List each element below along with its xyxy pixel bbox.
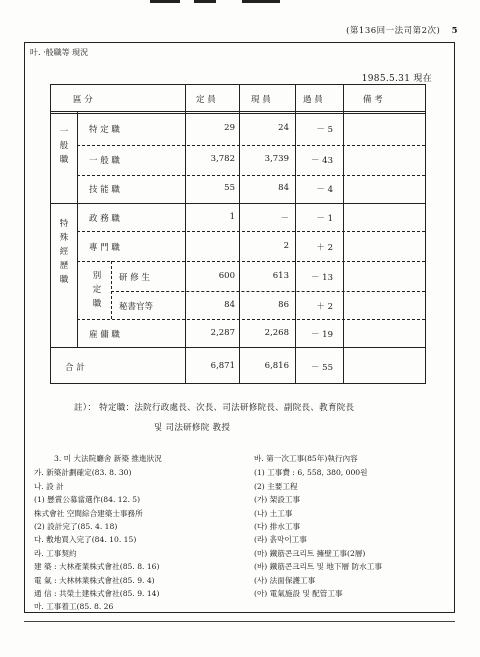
group-label-clerical	[91, 269, 103, 311]
current-specialist: 2	[283, 241, 289, 251]
current-total: 6,816	[264, 361, 289, 371]
left-line: 다. 敷地買入完了(84. 10. 15)	[34, 535, 137, 545]
diff-technical: － 4	[316, 185, 333, 195]
col-header-remarks: 備 考	[363, 95, 383, 105]
quota-ordinary: 3,782	[210, 154, 235, 164]
running-header	[346, 24, 458, 36]
total-rule	[51, 347, 425, 348]
table-note-line2: 및 司法研修院 教授	[154, 423, 231, 433]
current-technical: 84	[278, 183, 289, 193]
right-column	[254, 452, 450, 600]
quota-political: 1	[229, 212, 235, 222]
current-employee: 2,268	[264, 328, 289, 338]
right-line: (사) 法面保護工事	[254, 575, 316, 585]
section-title: 叶. ·般職等 現況	[30, 48, 89, 57]
current-political: －	[280, 214, 289, 224]
scan-edge-marks	[150, 0, 330, 6]
quota-special-fixed: 29	[224, 123, 235, 133]
row-rule	[77, 145, 425, 146]
row-label-ordinary: 一 般 職	[89, 156, 120, 166]
right-column-heading: 바. 第一次工事(85年)執行內容	[254, 454, 358, 463]
row-rule	[111, 291, 425, 292]
right-line: (라) 흙막이工事	[254, 535, 307, 545]
row-label-special-fixed: 特 定 職	[89, 125, 120, 135]
col-rule	[343, 85, 344, 383]
bottom-rule	[24, 621, 455, 622]
diff-trainee: － 13	[310, 273, 333, 283]
left-line: (1) 懸賞公募當選作(84. 12. 5)	[34, 495, 141, 505]
row-rule	[77, 319, 425, 320]
staff-table	[50, 84, 426, 384]
diff-secretary: ＋ 2	[316, 302, 333, 312]
left-line: 마. 工事着工(85. 8. 26	[34, 602, 114, 612]
quota-secretary: 84	[224, 300, 235, 310]
right-line: (바) 鐵筋콘크리트 및 地下層 防水工事	[254, 562, 382, 572]
current-special-fixed: 24	[278, 123, 289, 133]
table-note-line1: 註）： 特定職：法院行政處長、次長、司法研修院長、副院長、教育院長	[74, 403, 355, 413]
row-label-secretary: 秘書官等	[119, 302, 154, 312]
row-label-total: 合 計	[65, 363, 85, 373]
col-rule	[111, 261, 112, 319]
group-label-general	[58, 125, 70, 167]
left-column-heading: 3. 미 大法院廳舍 新築 推進狀況	[54, 454, 162, 463]
left-line: 가. 新築計劃確定(83. 8. 30)	[34, 468, 132, 478]
group-label-general-text: 一般職	[59, 127, 69, 165]
diff-total: － 55	[310, 363, 333, 373]
quota-employee: 2,287	[210, 328, 235, 338]
row-label-technical: 技 能 職	[89, 185, 120, 195]
row-rule	[77, 231, 425, 232]
quota-trainee: 600	[218, 271, 235, 281]
current-trainee: 613	[272, 271, 289, 281]
page-number: 5	[451, 26, 458, 36]
left-line: 通 信 : 共榮土建株式會社(85. 9. 14)	[34, 589, 160, 599]
row-label-trainee: 研 修 生	[119, 273, 150, 283]
row-rule	[77, 175, 425, 176]
col-rule	[77, 112, 78, 347]
left-line: 株式會社 空間綜合建築士事務所	[34, 508, 143, 518]
right-line: (마) 鐵筋콘크리트 擁壁工事(2層)	[254, 548, 366, 558]
left-line: 나. 設 計	[34, 481, 64, 491]
row-label-employee: 雇 傭 職	[89, 330, 120, 340]
running-head-text: (第136回一法司第2次)	[346, 26, 441, 36]
right-line: (다) 排水工事	[254, 522, 301, 532]
current-secretary: 86	[278, 300, 289, 310]
left-column	[34, 452, 242, 614]
diff-specialist: ＋ 2	[316, 243, 333, 253]
row-label-specialist: 專 門 職	[89, 243, 120, 253]
diff-special-fixed: － 5	[316, 125, 333, 135]
diff-political: － 1	[316, 214, 333, 224]
left-line: 電 氣 : 大林林業株式會社(85. 9. 4)	[34, 575, 155, 585]
left-line: 建 築 : 大林產業株式會社(85. 8. 16)	[34, 562, 160, 572]
row-label-political: 政 務 職	[89, 214, 120, 224]
date-note: 1985.5.31 現在	[361, 74, 432, 84]
row-rule	[77, 261, 425, 262]
current-ordinary: 3,739	[264, 154, 289, 164]
right-line: (1) 工事費 : 6, 558, 380, 000원	[254, 468, 368, 478]
col-header-diff: 過 員	[303, 95, 323, 105]
diff-ordinary: － 43	[310, 156, 333, 166]
right-line: (아) 電氣施設 및 配管工事	[254, 589, 343, 599]
col-header-category: 區 分	[73, 95, 93, 105]
group-rule	[51, 203, 425, 204]
right-line: (나) 土工事	[254, 508, 293, 518]
col-header-current: 現 員	[251, 95, 271, 105]
left-line: 라. 工事契約	[34, 548, 77, 558]
right-line: (2) 主要工程	[254, 481, 298, 491]
diff-employee: － 19	[310, 330, 333, 340]
right-line: (가) 架設工事	[254, 495, 301, 505]
col-header-quota: 定 員	[196, 95, 216, 105]
quota-technical: 55	[224, 183, 235, 193]
group-label-special	[58, 217, 70, 287]
header-rule-double	[51, 113, 425, 114]
quota-total: 6,871	[210, 361, 235, 371]
group-label-special-text: 特殊經歷職	[59, 219, 69, 285]
group-label-clerical-text: 別定職	[92, 271, 102, 309]
left-line: (2) 設計完了(85. 4. 18)	[34, 522, 118, 532]
